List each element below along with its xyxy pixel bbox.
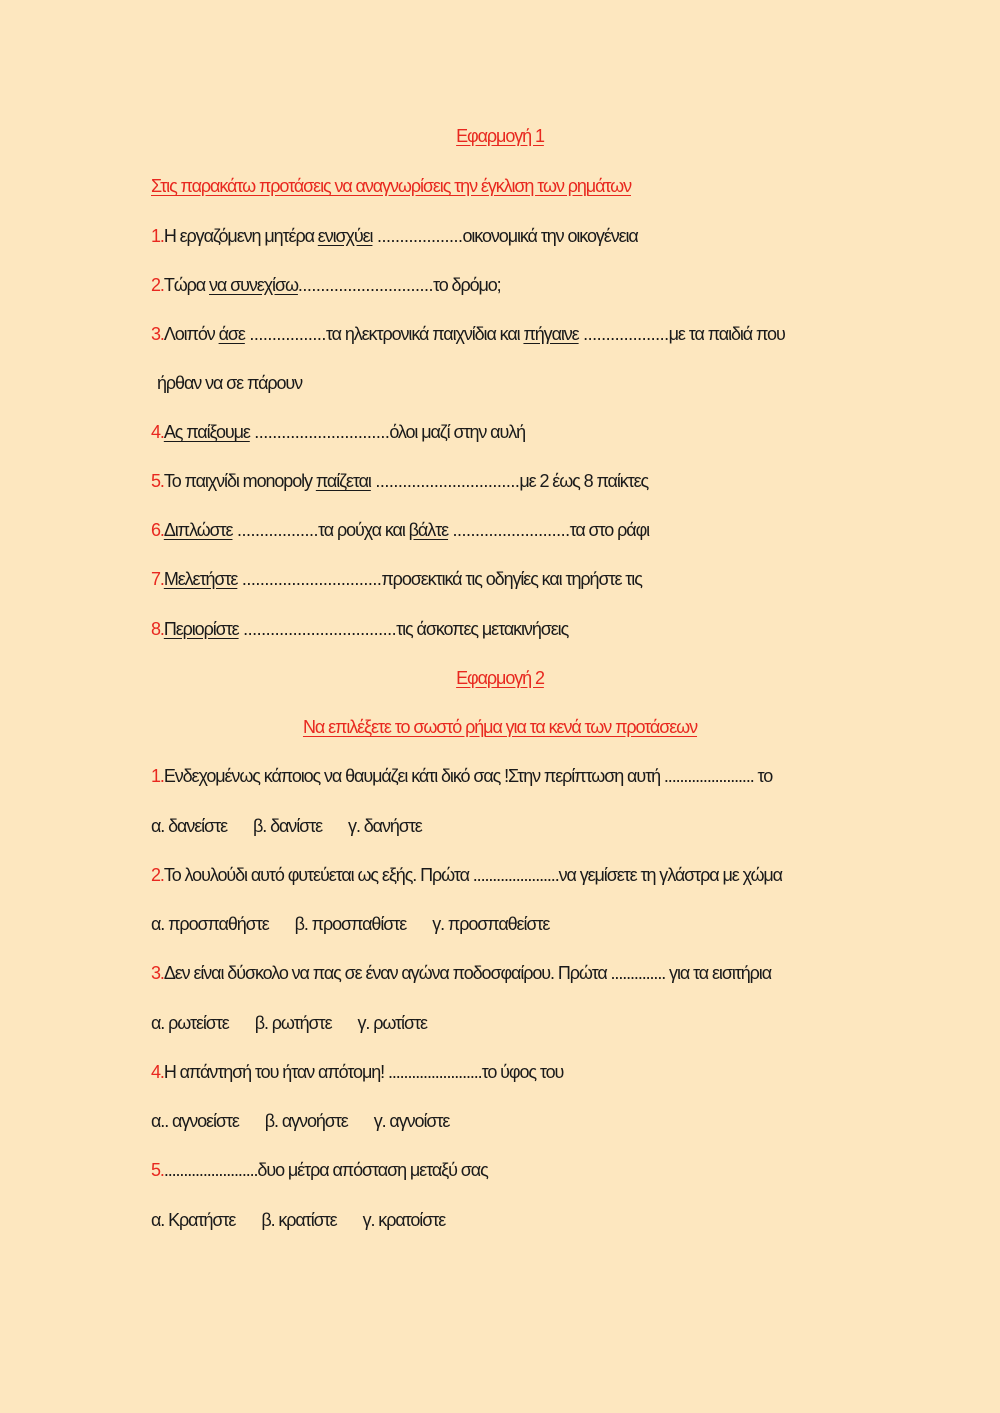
item-text: Τώρα	[163, 275, 210, 295]
item-verb: παίζεται	[315, 471, 371, 491]
option-b[interactable]: β. αγνοήστε	[264, 1111, 348, 1131]
item-blank[interactable]: ..................................	[238, 619, 397, 639]
option-b[interactable]: β. δανίστε	[253, 816, 323, 836]
item-blank[interactable]: ..................	[232, 520, 319, 540]
item-text: το δρόμο;	[432, 275, 501, 295]
item-blank[interactable]: ...............................	[237, 569, 382, 589]
item-blank[interactable]: ...................	[578, 324, 669, 344]
item-number: 2.	[151, 865, 164, 885]
exercise-1-item-3	[151, 322, 851, 346]
exercise-2-item-1-options	[151, 814, 851, 838]
exercise-1-item-3-continuation: ήρθαν να σε πάρουν	[157, 373, 303, 393]
item-number: 4.	[151, 422, 164, 442]
item-verb: Μελετήστε	[163, 569, 238, 589]
item-number: 7.	[151, 569, 164, 589]
item-text: Το παιχνίδι monopoly	[163, 471, 316, 491]
option-b[interactable]: β. ρωτήστε	[254, 1013, 332, 1033]
item-text: τα στο ράφι	[569, 520, 650, 540]
option-c[interactable]: γ. ρωτίστε	[357, 1013, 427, 1033]
item-blank[interactable]: ..............................	[249, 422, 390, 442]
item-number: 1.	[151, 226, 164, 246]
item-verb: Ας παίξουμε	[163, 422, 250, 442]
item-number: 3.	[151, 324, 164, 344]
item-verb: άσε	[218, 324, 245, 344]
section-1-title: Εφαρμογή 1	[456, 126, 544, 146]
item-text: Ενδεχομένως κάποιος να θαυμάζει κάτι δικό σας !Στην περίπτωση αυτή ....................... το	[163, 766, 773, 786]
item-blank[interactable]: ................................	[370, 471, 520, 491]
item-blank[interactable]: ..........................	[448, 520, 570, 540]
item-text: τα ρούχα και	[318, 520, 409, 540]
exercise-2-item-2	[151, 863, 851, 887]
option-a[interactable]: α. δανείστε	[151, 816, 228, 836]
exercise-1-item-8	[151, 617, 851, 641]
item-number: 8.	[151, 619, 164, 639]
item-text: τα ηλεκτρονικά παιχνίδια και	[325, 324, 524, 344]
item-text: Το λουλούδι αυτό φυτεύεται ως εξής. Πρώτα ......................να γεμίσετε τη γλάστρα με χώμα	[163, 865, 782, 885]
option-b[interactable]: β. προσπαθίστε	[294, 914, 407, 934]
option-c[interactable]: γ. κρατοίστε	[362, 1210, 446, 1230]
item-text: όλοι μαζί στην αυλή	[389, 422, 526, 442]
item-text: Δεν είναι δύσκολο να πας σε έναν αγώνα ποδοσφαίρου. Πρώτα .............. για τα εισιτήρια	[163, 963, 772, 983]
exercise-2-item-3-options	[151, 1011, 851, 1035]
item-number: 6.	[151, 520, 164, 540]
item-verb: να συνεχίσω	[209, 275, 298, 295]
item-verb: βάλτε	[408, 520, 449, 540]
item-text: με 2 έως 8 παίκτες	[519, 471, 649, 491]
item-verb: ενισχύει	[317, 226, 373, 246]
item-text: Λοιπόν	[163, 324, 219, 344]
option-a[interactable]: α.. αγνοείστε	[151, 1111, 239, 1131]
item-blank[interactable]: ..............................	[297, 275, 433, 295]
section-2-title: Εφαρμογή 2	[456, 668, 544, 688]
item-text: ........................δυο μέτρα απόσταση μεταξύ σας	[163, 1160, 488, 1180]
item-text: προσεκτικά τις οδηγίες και τηρήστε τις	[381, 569, 642, 589]
item-text: με τα παιδιά που	[668, 324, 785, 344]
item-verb: πήγαινε	[523, 324, 579, 344]
section-2-instruction: Να επιλέξετε το σωστό ρήμα για τα κενά των προτάσεων	[302, 717, 698, 737]
exercise-2-item-4	[151, 1060, 851, 1084]
exercise-2-item-1	[151, 764, 851, 788]
section-1-instruction: Στις παρακάτω προτάσεις να αναγνωρίσεις την έγκλιση των ρημάτων	[151, 176, 631, 196]
exercise-1-item-5	[151, 469, 851, 493]
option-c[interactable]: γ. αγνοίστε	[373, 1111, 450, 1131]
item-number: 2.	[151, 275, 164, 295]
item-blank[interactable]: .................	[244, 324, 326, 344]
item-text: Η απάντησή του ήταν απότομη! ........................το ύφος του	[163, 1062, 564, 1082]
exercise-1-item-6	[151, 518, 851, 542]
item-blank[interactable]: ...................	[372, 226, 463, 246]
item-text: Η εργαζόμενη μητέρα	[163, 226, 318, 246]
exercise-2-item-5	[151, 1158, 851, 1182]
item-text: τις άσκοπες μετακινήσεις	[396, 619, 569, 639]
exercise-1-item-2	[151, 273, 851, 297]
item-number: 4.	[151, 1062, 164, 1082]
item-number: 3.	[151, 963, 164, 983]
item-number: 5.	[151, 1160, 164, 1180]
exercise-1-item-4	[151, 420, 851, 444]
option-a[interactable]: α. Κρατήστε	[151, 1210, 236, 1230]
item-verb: Περιορίστε	[163, 619, 239, 639]
option-c[interactable]: γ. προσπαθείστε	[432, 914, 550, 934]
option-a[interactable]: α. προσπαθήστε	[151, 914, 269, 934]
option-b[interactable]: β. κρατίστε	[261, 1210, 337, 1230]
exercise-2-item-4-options	[151, 1109, 851, 1133]
option-c[interactable]: γ. δανήστε	[348, 816, 422, 836]
item-text: οικονομικά την οικογένεια	[462, 226, 638, 246]
exercise-2-item-5-options	[151, 1208, 851, 1232]
exercise-1-item-7	[151, 567, 851, 591]
option-a[interactable]: α. ρωτείστε	[151, 1013, 229, 1033]
item-number: 1.	[151, 766, 164, 786]
exercise-1-item-1	[151, 224, 851, 248]
exercise-2-item-3	[151, 961, 851, 985]
item-verb: Διπλώστε	[163, 520, 233, 540]
exercise-2-item-2-options	[151, 912, 851, 936]
item-number: 5.	[151, 471, 164, 491]
